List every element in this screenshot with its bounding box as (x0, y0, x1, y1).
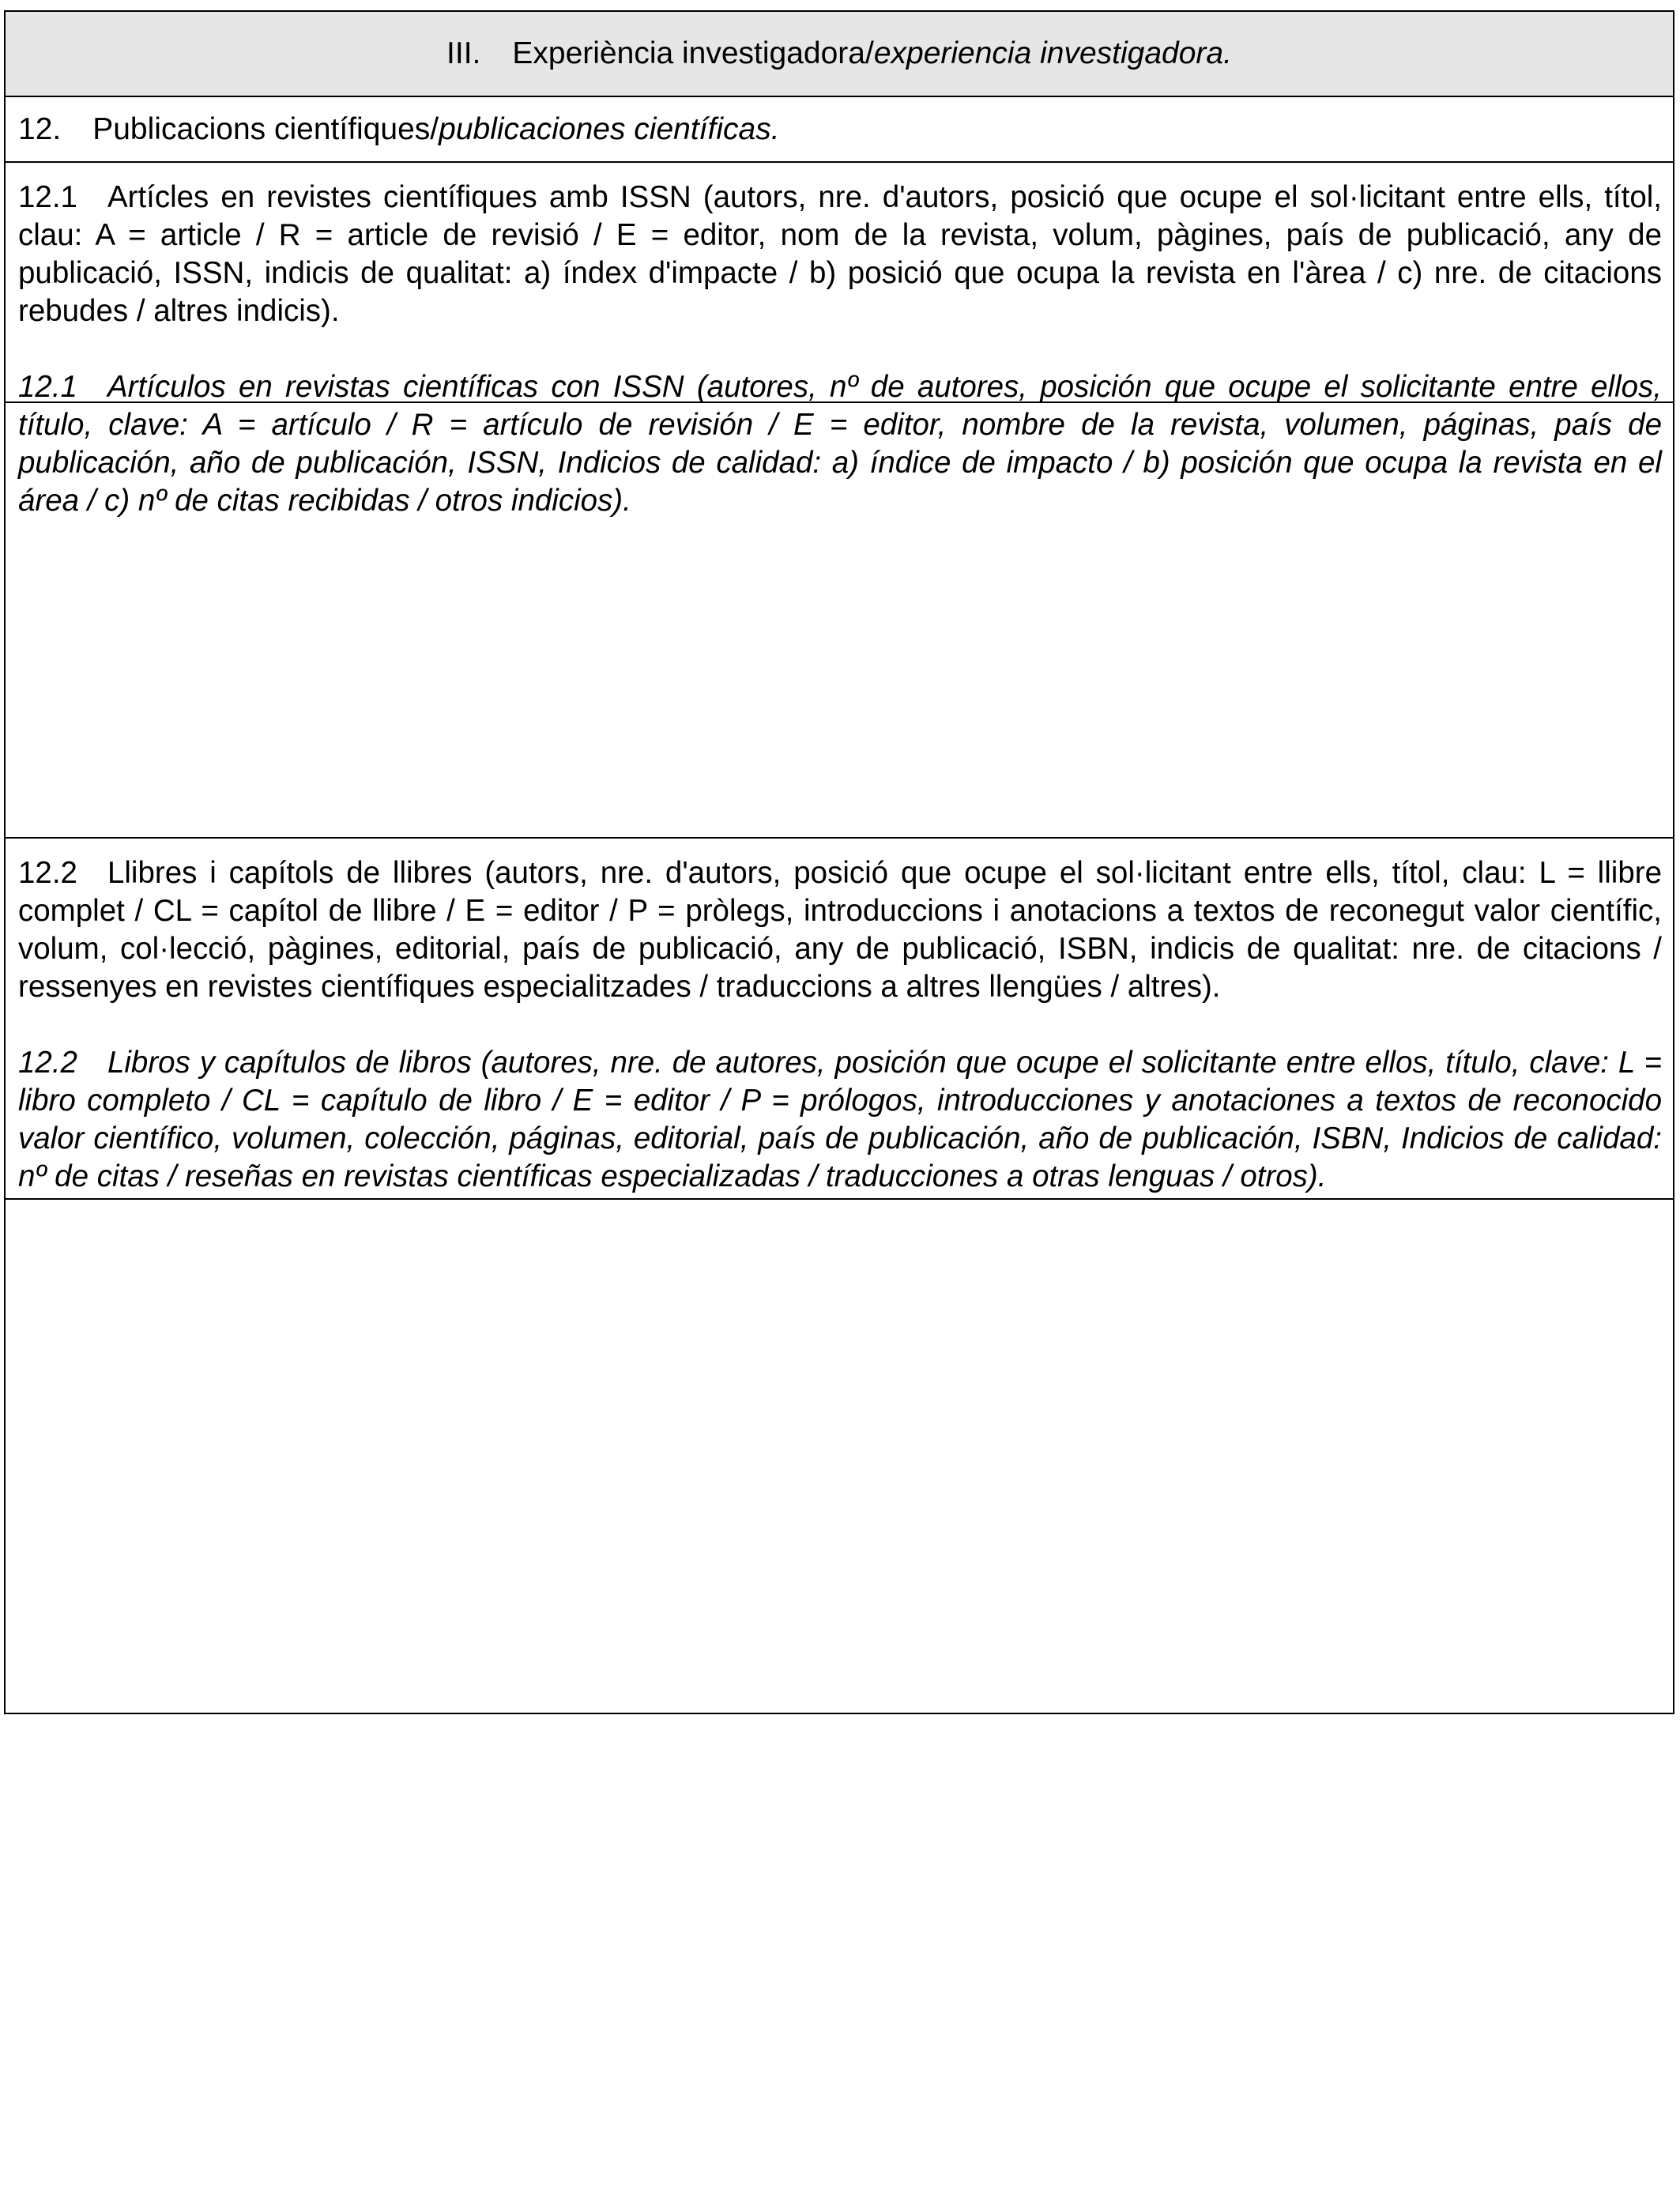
item-description-12-1 (6, 163, 1673, 518)
item-number-es: 12.2 (18, 1046, 77, 1080)
item-number: 12.2 (18, 856, 77, 890)
item-number-es: 12.1 (18, 370, 77, 404)
answer-field-12-2[interactable] (6, 1200, 1673, 1713)
section-title (512, 36, 1232, 71)
section-header (6, 12, 1673, 97)
subsection-title-es: publicaciones científicas. (439, 111, 780, 146)
item-body-es: Artículos en revistas científicas con ISSN (autores, nº de autores, posición que ocupe el solicitante entre ellos, título, clave: A = artículo / R = artículo de revisión / E = editor, nombre de la revista, volumen, páginas, país de publicación, año de publicación, ISSN, Indicios de calidad: a) índice de impacto / b) posición que ocupa la revista en el área / c) nº de citas recibidas / otros indicios). (18, 370, 1662, 518)
item-body-es: Libros y capítulos de libros (autores, nre. de autores, posición que ocupe el solicitante entre ellos, título, clave: L = libro completo / CL = capítulo de libro / E = editor / P = prólogos, introducciones y anotaciones a textos de reconocido valor científico, volumen, colección, páginas, editorial, país de publicación, año de publicación, ISBN, Indicios de calidad: nº de citas / reseñas en revistas científicas especializadas / traducciones a otras lenguas / otros). (18, 1046, 1662, 1193)
section-title-ca: Experiència investigadora/ (512, 36, 874, 70)
subsection-title-ca: Publicacions científiques/ (92, 111, 439, 146)
item-text-ca (18, 854, 1662, 1006)
item-text-ca (18, 179, 1662, 330)
subsection-header (6, 97, 1673, 163)
item-text-es (18, 1044, 1662, 1196)
subsection-title (92, 112, 779, 147)
item-body-ca: Llibres i capítols de llibres (autors, nre. d'autors, posició que ocupe el sol·licitant entre ells, títol, clau: L = llibre complet / CL = capítol de llibre / E = editor / P = pròlegs, introduccions i anotacions a textos de reconegut valor científic, volum, col·lecció, pàgines, editorial, país de publicació, any de publicació, ISBN, indicis de qualitat: nre. de citacions / ressenyes en revistes científiques especialitzades / traduccions a altres llengües / altres). (18, 856, 1662, 1004)
section-number: III. (446, 36, 481, 70)
subsection-number: 12. (18, 111, 62, 146)
item-description-12-2 (6, 839, 1673, 1200)
section-title-es: experiencia investigadora. (873, 36, 1232, 70)
publications-form-table (4, 10, 1674, 1714)
item-number: 12.1 (18, 180, 77, 214)
item-body-ca: Artícles en revistes científiques amb ISSN (autors, nre. d'autors, posició que ocupe el sol·licitant entre ells, títol, clau: A = article / R = article de revisió / E = editor, nom de la revista, volum, pàgines, país de publicació, any de publicació, ISSN, indicis de qualitat: a) índex d'impacte / b) posició que ocupa la revista en l'àrea / c) nre. de citacions rebudes / altres indicis). (18, 180, 1662, 328)
